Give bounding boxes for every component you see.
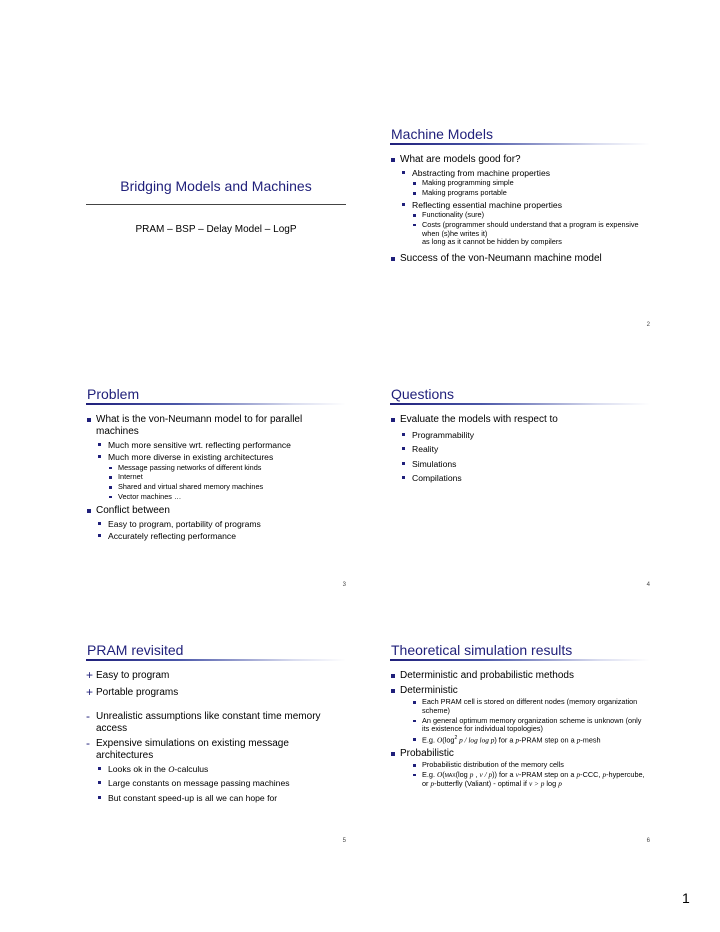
list-item: Conflict between <box>86 505 346 517</box>
slide-2-items <box>390 151 650 265</box>
list-item: Probabilistic <box>390 748 650 760</box>
slide-3-items <box>86 411 346 541</box>
slide-6 <box>390 634 650 844</box>
plus-icon: + <box>86 668 94 682</box>
slide-1-rule <box>86 204 346 205</box>
bullet-icon <box>413 182 416 185</box>
bullet-icon <box>402 203 405 206</box>
list-item: An general optimum memory organization scheme is unknown (only its existence for individual topologies) <box>390 717 650 735</box>
bullet-icon <box>391 158 395 162</box>
bullet-icon <box>413 701 416 704</box>
list-item: Abstracting from machine properties <box>390 168 650 178</box>
slide-5-title: PRAM revisited <box>87 642 184 658</box>
slide-6-rule <box>390 659 650 661</box>
bullet-icon <box>98 781 101 784</box>
bullet-icon <box>109 467 112 470</box>
plus-icon: + <box>86 685 94 699</box>
bullet-icon <box>391 689 395 693</box>
bullet-icon <box>109 476 112 479</box>
list-item: Reality <box>390 444 650 454</box>
slide-1 <box>86 118 346 328</box>
slide-2-title-bar <box>390 118 650 148</box>
slide-3-rule <box>86 403 346 405</box>
bullet-icon <box>413 764 416 767</box>
bullet-icon <box>391 418 395 422</box>
list-item: Accurately reflecting performance <box>86 531 346 541</box>
bullet-icon <box>402 433 405 436</box>
list-item: Evaluate the models with respect to <box>390 414 650 426</box>
bullet-icon <box>413 214 416 217</box>
bullet-icon <box>98 455 101 458</box>
list-item: Internet <box>86 473 346 482</box>
slide-2-page-number: 2 <box>646 322 650 328</box>
list-item: Looks ok in the O-calculus <box>86 764 346 774</box>
bullet-icon <box>413 774 416 777</box>
slide-1-subtitle: PRAM – BSP – Delay Model – LogP <box>135 224 297 235</box>
list-item: E.g. $O(\log^2$ p / log log p) for a p-PRAM step on a p-mesh <box>390 735 650 745</box>
slide-5-page-number: 5 <box>342 838 346 844</box>
list-item: Success of the von-Neumann machine model <box>390 253 650 265</box>
bullet-icon <box>402 462 405 465</box>
slide-5-title-bar <box>86 634 346 664</box>
list-item: Simulations <box>390 459 650 469</box>
list-item: What is the von-Neumann model to for parallel machines <box>86 414 346 438</box>
list-item: Compilations <box>390 473 650 483</box>
slide-3-title: Problem <box>87 386 140 402</box>
list-item-pro: + Easy to program <box>86 668 170 682</box>
bullet-icon <box>87 418 91 422</box>
bullet-icon <box>98 534 101 537</box>
slide-2-rule <box>390 143 650 145</box>
bullet-icon <box>413 192 416 195</box>
slide-4 <box>390 378 650 588</box>
slide-6-page-number: 6 <box>646 838 650 844</box>
list-item-con: - Expensive simulations on existing message architectures <box>86 736 289 761</box>
bullet-icon <box>98 443 101 446</box>
slide-3 <box>86 378 346 588</box>
list-item: Making programming simple <box>390 179 650 188</box>
bullet-icon <box>109 496 112 499</box>
bullet-icon <box>98 796 101 799</box>
bullet-icon <box>391 674 395 678</box>
list-item: Programmability <box>390 430 650 440</box>
slide-4-items <box>390 411 650 483</box>
slide-4-title-bar <box>390 378 650 408</box>
bullet-icon <box>402 447 405 450</box>
bullet-icon <box>413 720 416 723</box>
list-item: E.g. O(max(log p , v / p)) for a v-PRAM step on a p-CCC, p-hypercube, or p-butterfly (Valiant) - optimal if v > p log p <box>390 771 650 789</box>
slide-2 <box>390 118 650 328</box>
slide-4-title: Questions <box>391 386 455 402</box>
list-item: Much more sensitive wrt. reflecting performance <box>86 440 346 450</box>
list-item: Costs (programmer should understand that a program is expensive when (s)he writes it) as long as it cannot be hidden by compilers <box>390 221 650 247</box>
list-item: Making programs portable <box>390 189 650 198</box>
list-item: Easy to program, portability of programs <box>86 519 346 529</box>
list-item: But constant speed-up is all we can hope for <box>86 793 346 803</box>
list-item: What are models good for? <box>390 154 650 166</box>
list-item: Message passing networks of different kinds <box>86 464 346 473</box>
list-item: Probabilistic distribution of the memory cells <box>390 761 650 770</box>
bullet-icon <box>98 767 101 770</box>
bullet-icon <box>109 486 112 489</box>
slide-6-title-bar <box>390 634 650 664</box>
list-item: Reflecting essential machine properties <box>390 200 650 210</box>
bullet-icon <box>402 171 405 174</box>
slide-4-rule <box>390 403 650 405</box>
list-item: Deterministic <box>390 685 650 697</box>
minus-icon: - <box>86 709 90 723</box>
slide-5-items <box>86 667 346 803</box>
slide-2-title: Machine Models <box>391 126 493 142</box>
page-number: 1 <box>682 890 690 906</box>
slide-3-title-bar <box>86 378 346 408</box>
slide-4-page-number: 4 <box>646 582 650 588</box>
bullet-icon <box>413 738 416 741</box>
slide-3-page-number: 3 <box>342 582 346 588</box>
bullet-icon <box>391 257 395 261</box>
minus-icon: - <box>86 736 90 750</box>
list-item-pro: + Portable programs <box>86 685 179 699</box>
list-item: Deterministic and probabilistic methods <box>390 670 650 682</box>
slide-5 <box>86 634 346 844</box>
slide-6-title: Theoretical simulation results <box>391 642 573 658</box>
bullet-icon <box>413 224 416 227</box>
list-item: Much more diverse in existing architectures <box>86 452 346 462</box>
slide-6-items <box>390 667 650 788</box>
list-item-con: - Unrealistic assumptions like constant time memory access <box>86 709 321 734</box>
list-item: Large constants on message passing machines <box>86 778 346 788</box>
list-item: Shared and virtual shared memory machines <box>86 483 346 492</box>
bullet-icon <box>87 509 91 513</box>
bullet-icon <box>98 522 101 525</box>
slide-1-title: Bridging Models and Machines <box>120 178 312 194</box>
bullet-icon <box>391 752 395 756</box>
slide-5-rule <box>86 659 346 661</box>
list-item: Vector machines … <box>86 493 346 502</box>
list-item: Functionality (sure) <box>390 211 650 220</box>
list-item: Each PRAM cell is stored on different nodes (memory organization scheme) <box>390 698 650 716</box>
bullet-icon <box>402 476 405 479</box>
